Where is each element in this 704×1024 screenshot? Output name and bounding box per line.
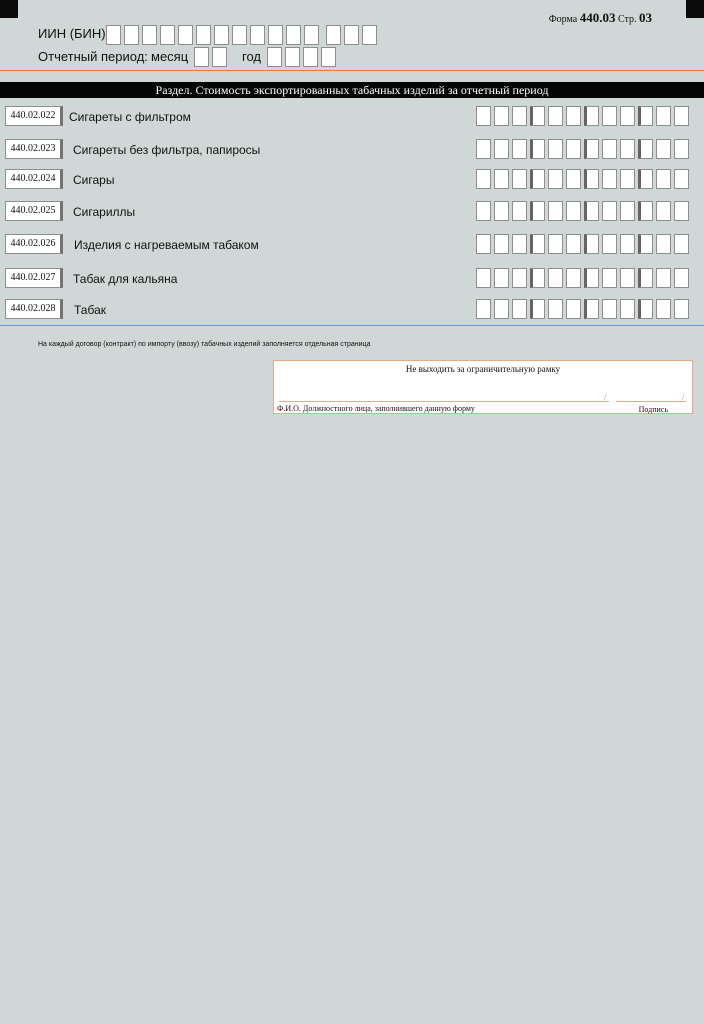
- fio-label: Ф.И.О. Должностного лица, заполнившего данную форму: [277, 404, 475, 413]
- row-code: 440.02.025: [5, 201, 63, 221]
- row-value-cells[interactable]: [476, 139, 692, 159]
- row-label: Табак для кальяна: [73, 272, 178, 286]
- header-divider: [0, 70, 704, 71]
- fio-line-end-mark: /: [604, 392, 607, 402]
- row-code: 440.02.022: [5, 106, 63, 126]
- row-label: Сигары: [73, 173, 115, 187]
- form-number: 440.03: [579, 10, 616, 25]
- row-value-cells[interactable]: [476, 169, 692, 189]
- iin-label: ИИН (БИН): [38, 26, 106, 41]
- period-label: Отчетный период:: [38, 49, 148, 64]
- row-label: Изделия с нагреваемым табаком: [74, 238, 259, 252]
- fio-line[interactable]: [279, 401, 609, 402]
- year-input-cells[interactable]: [267, 47, 339, 67]
- signature-box: [273, 360, 693, 414]
- row-code: 440.02.023: [5, 139, 63, 159]
- row-code: 440.02.026: [5, 234, 63, 254]
- month-label: месяц: [151, 49, 189, 64]
- registration-mark-top-right: [686, 0, 704, 18]
- page-label: Стр.: [617, 14, 637, 25]
- row-value-cells[interactable]: [476, 299, 692, 319]
- row-value-cells[interactable]: [476, 234, 692, 254]
- section-title: Раздел. Стоимость экспортированных табачных изделий за отчетный период: [0, 82, 704, 98]
- row-label: Табак: [74, 303, 106, 317]
- row-value-cells[interactable]: [476, 268, 692, 288]
- row-value-cells[interactable]: [476, 201, 692, 221]
- signature-line-end-mark: /: [682, 392, 685, 402]
- row-label: Сигареты без фильтра, папиросы: [73, 143, 261, 157]
- signature-label: Подпись: [638, 405, 668, 414]
- row-label: Сигареты с фильтром: [69, 110, 191, 124]
- row-value-cells[interactable]: [476, 106, 692, 126]
- page-number: 03: [639, 10, 652, 25]
- signature-line[interactable]: [616, 401, 686, 402]
- signature-box-title: Не выходить за ограничительную рамку: [405, 364, 561, 374]
- iin-input-cells[interactable]: [106, 25, 380, 45]
- table-bottom-divider: [0, 325, 704, 326]
- form-identifier: [549, 10, 652, 26]
- form-label: Форма: [548, 14, 578, 25]
- row-label: Сигариллы: [73, 205, 136, 219]
- row-code: 440.02.027: [5, 268, 63, 288]
- year-label: год: [242, 49, 261, 64]
- row-code: 440.02.024: [5, 169, 63, 189]
- registration-mark-top-left: [0, 0, 18, 18]
- month-input-cells[interactable]: [194, 47, 230, 67]
- row-code: 440.02.028: [5, 299, 63, 319]
- footnote: На каждый договор (контракт) по импорту (ввозу) табачных изделий заполняется отдельная страница: [38, 341, 371, 348]
